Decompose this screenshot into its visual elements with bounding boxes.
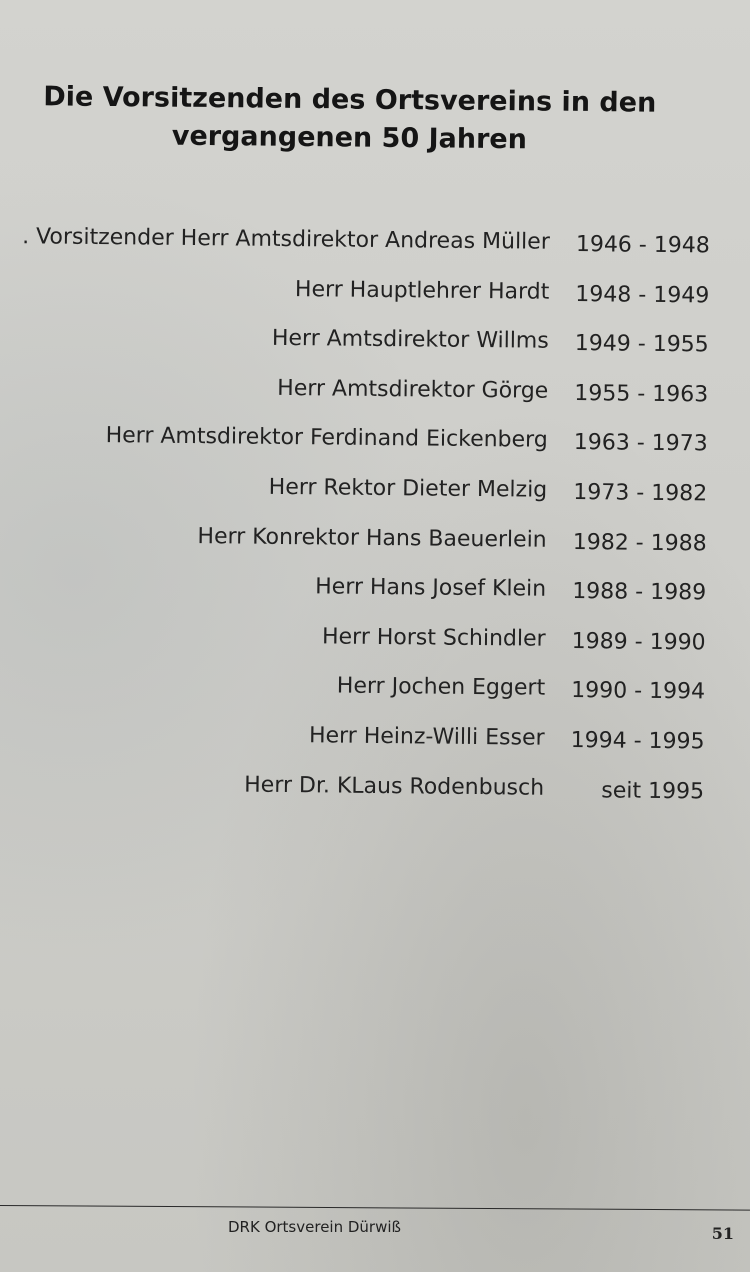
chair-name: Herr Dr. KLaus Rodenbusch [244, 772, 545, 801]
heading-line-1: Die Vorsitzenden des Ortsvereins in den [43, 81, 657, 119]
chair-years: 1963 - 1973 [573, 430, 708, 457]
chair-name: Herr Hauptlehrer Hardt [294, 276, 550, 305]
page-number: 51 [711, 1224, 734, 1243]
list-item [0, 272, 749, 329]
chair-name: Herr Heinz-Willi Esser [308, 723, 545, 751]
page-heading [19, 78, 680, 161]
chair-name: Herr Rektor Dieter Melzig [268, 474, 548, 503]
chair-years: seit 1995 [601, 777, 705, 804]
heading-line-2: vergangenen 50 Jahren [171, 120, 528, 156]
chair-name: Herr Konrektor Hans Baeuerlein [197, 523, 547, 553]
chair-years: 1982 - 1988 [572, 529, 707, 556]
list-item [0, 420, 748, 477]
chairpersons-list [0, 222, 750, 825]
list-item [0, 569, 746, 626]
footer-divider [0, 1205, 750, 1211]
list-item [0, 321, 749, 378]
chair-name: Herr Amtsdirektor Görge [277, 375, 549, 404]
chair-years: 1949 - 1955 [574, 331, 709, 358]
chair-years: 1988 - 1989 [572, 579, 707, 606]
footer-title: DRK Ortsverein Dürwiß [228, 1218, 401, 1236]
chair-years: 1989 - 1990 [571, 628, 706, 656]
list-item [0, 668, 745, 725]
list-item [0, 520, 747, 577]
chair-years: 1990 - 1994 [571, 678, 706, 705]
chair-years: 1994 - 1995 [570, 727, 705, 755]
list-item [0, 619, 746, 676]
chair-name: Herr Horst Schindler [321, 624, 546, 652]
list-item [0, 470, 747, 527]
chair-years: 1946 - 1948 [575, 232, 710, 259]
chair-name: Herr Amtsdirektor Willms [271, 326, 549, 354]
chair-years: 1955 - 1963 [574, 380, 709, 408]
chair-name: . Vorsitzender Herr Amtsdirektor Andreas Müller [22, 224, 550, 255]
chair-years: 1973 - 1982 [573, 479, 708, 507]
chair-name: Herr Hans Josef Klein [315, 574, 547, 602]
list-item [0, 222, 750, 279]
chair-name: Herr Jochen Eggert [336, 673, 546, 702]
list-item [0, 768, 744, 825]
list-item [0, 371, 748, 428]
chair-name: Herr Amtsdirektor Ferdinand Eickenberg [105, 423, 548, 454]
list-item [0, 718, 745, 775]
chair-years: 1948 - 1949 [575, 281, 710, 309]
